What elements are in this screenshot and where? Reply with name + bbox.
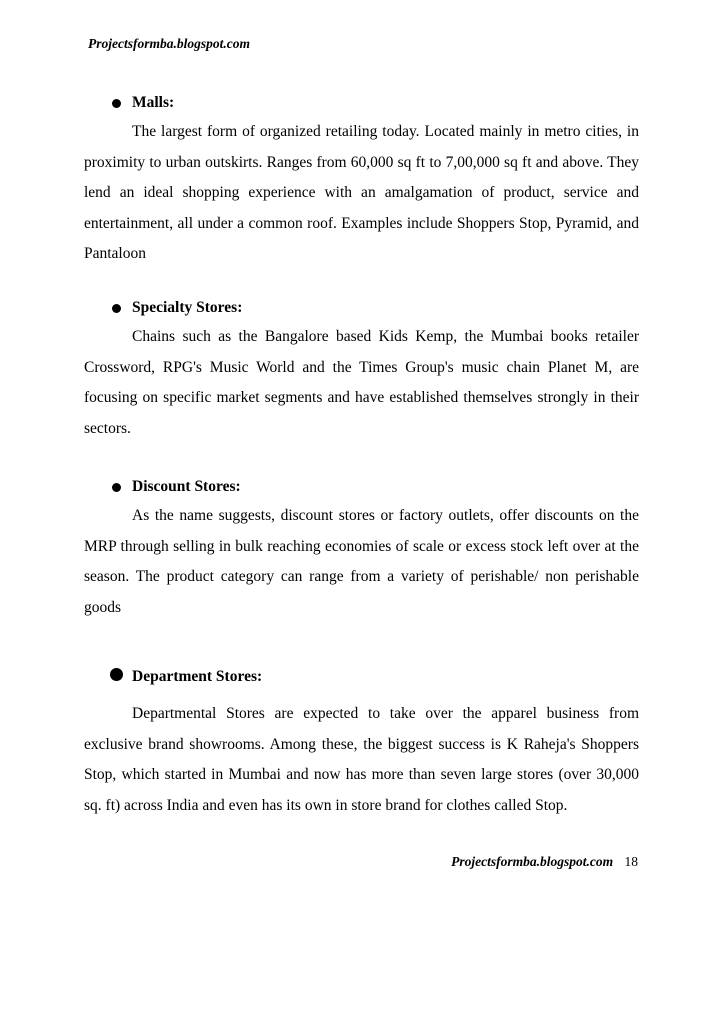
- section-body: Departmental Stores are expected to take over the apparel business from exclusive brand showrooms. Among these, the biggest success is K Raheja's Shoppers Stop, which started in Mumbai and now has more than seven large stores (over 30,000 sq. ft) across India and even has its own in store brand for clothes called Stop.: [84, 705, 639, 814]
- heading-text: Malls:: [132, 94, 175, 111]
- bullet-icon: [110, 668, 123, 681]
- bullet-icon: [112, 483, 121, 492]
- section-heading: [84, 93, 639, 113]
- section-discount-stores: [84, 477, 639, 623]
- section-specialty-stores: [84, 298, 639, 444]
- section-heading: [84, 667, 639, 687]
- section-body: Chains such as the Bangalore based Kids Kemp, the Mumbai books retailer Crossword, RPG's Music World and the Times Group's music chain Planet M, are focusing on specific market segments and have established themselves strongly in their sectors.: [84, 328, 639, 437]
- heading-text: Discount Stores:: [132, 478, 241, 495]
- page-footer: [451, 854, 638, 870]
- section-heading: [84, 477, 639, 497]
- heading-text: Specialty Stores:: [132, 299, 243, 316]
- page-number: 18: [624, 854, 638, 869]
- section-body: The largest form of organized retailing today. Located mainly in metro cities, in proximity to urban outskirts. Ranges from 60,000 sq ft to 7,00,000 sq ft and above. They lend an ideal shopping experience with an amalgamation of product, service and entertainment, all under a common roof. Examples include Shoppers Stop, Pyramid, and Pantaloon: [84, 123, 639, 262]
- heading-text: Department Stores:: [132, 668, 263, 685]
- page-header: Projectsformba.blogspot.com: [88, 36, 250, 51]
- section-body: As the name suggests, discount stores or factory outlets, offer discounts on the MRP through selling in bulk reaching economies of scale or excess stock left over at the season. The product category can range from a variety of perishable/ non perishable goods: [84, 507, 639, 616]
- section-malls: [84, 93, 639, 270]
- section-department-stores: [84, 667, 639, 821]
- section-heading: [84, 298, 639, 318]
- bullet-icon: [112, 304, 121, 313]
- bullet-icon: [112, 99, 121, 108]
- footer-site: Projectsformba.blogspot.com: [451, 854, 614, 869]
